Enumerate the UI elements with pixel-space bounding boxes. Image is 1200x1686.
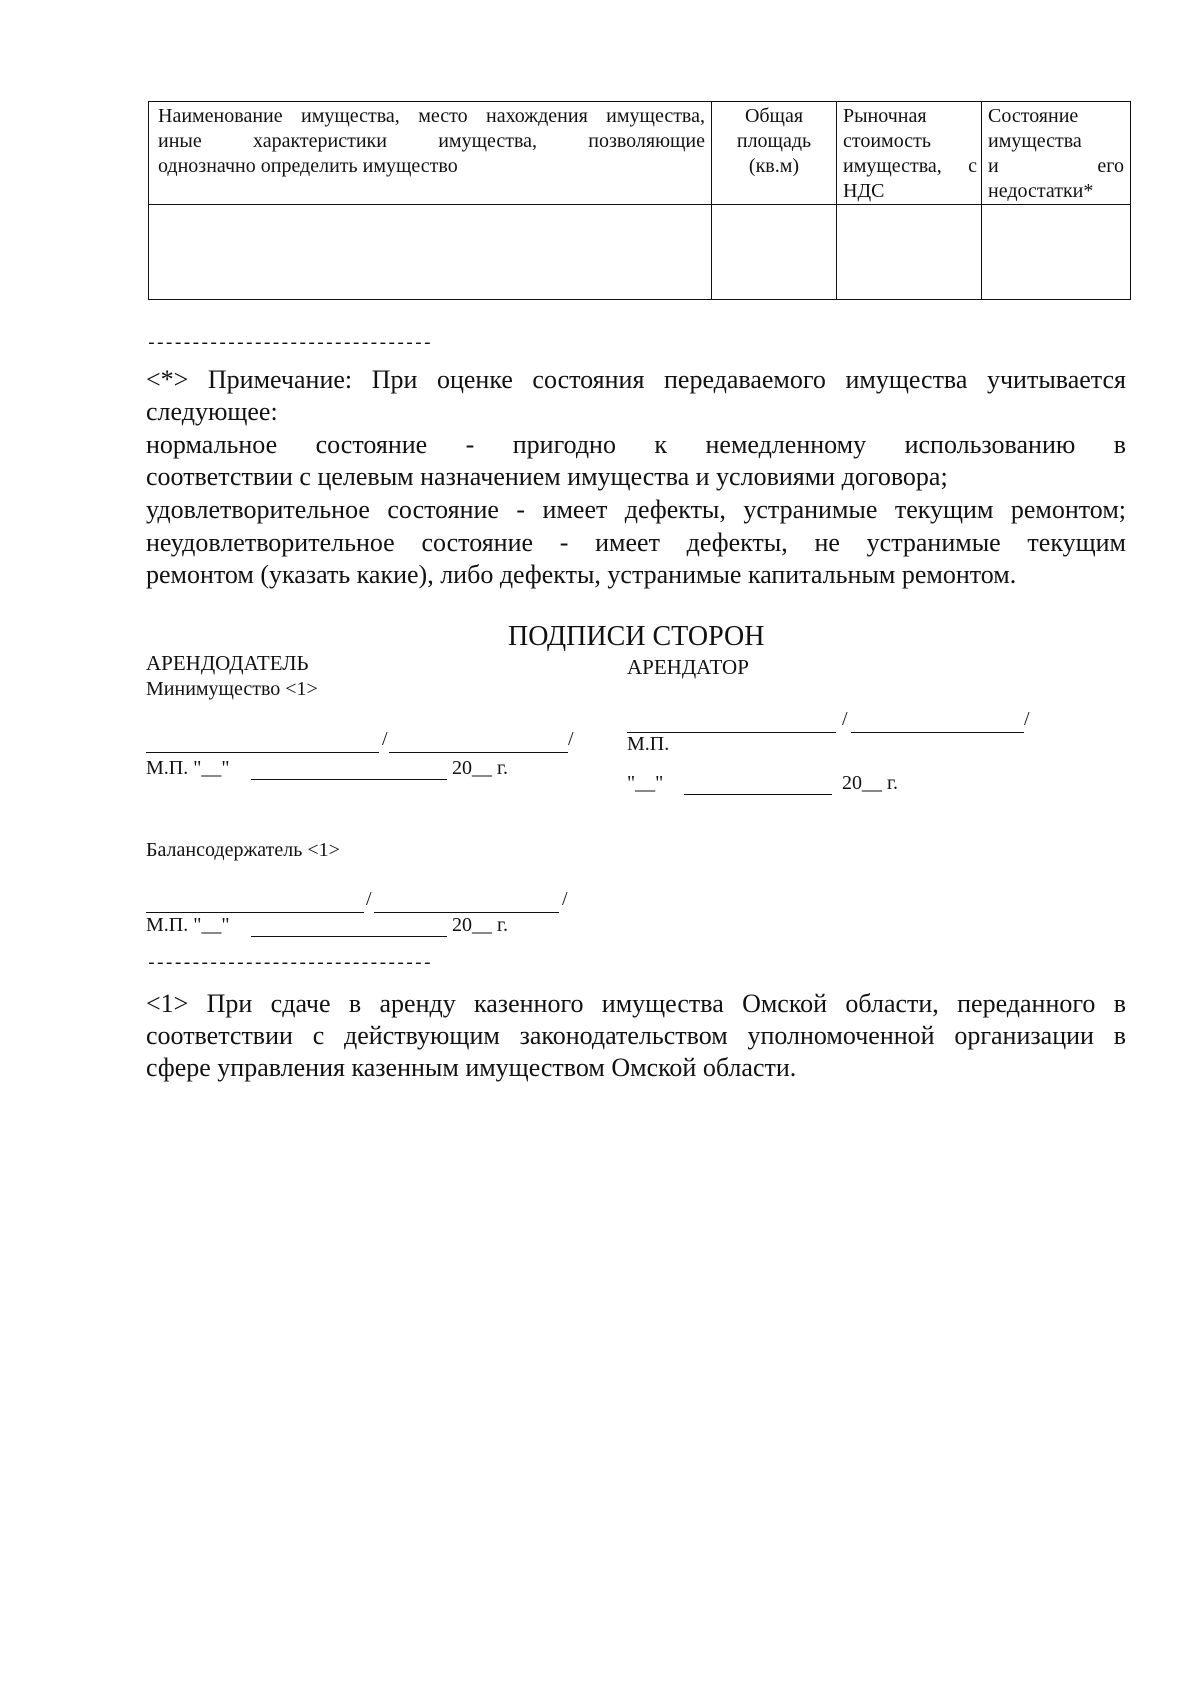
footnote-line: <1> При сдаче в аренду казенного имущества Омской области, переданного в (146, 989, 1126, 1018)
lessor-stamp-date: М.П. "__" (146, 757, 230, 779)
table-cell (712, 205, 837, 300)
lessee-date-quote: "__" (627, 772, 664, 794)
separator-line: -------------------------------- (146, 954, 431, 974)
slash: / (568, 728, 574, 750)
note-line: <*> Примечание: При оценке состояния передаваемого имущества учитывается (146, 365, 1126, 394)
year-label: 20__ г. (842, 772, 898, 794)
lessee-name-line (851, 732, 1024, 733)
table-header-row (149, 102, 1131, 205)
table-cell (837, 205, 982, 300)
slash: / (366, 888, 372, 910)
note-line: удовлетворительное состояние - имеет дефекты, устранимые текущим ремонтом; (146, 495, 1126, 524)
slash: / (1024, 708, 1030, 730)
note-line: следующее: (146, 397, 278, 426)
lessee-stamp: М.П. (627, 733, 670, 755)
lessor-signature-line (146, 752, 379, 753)
separator-line: -------------------------------- (146, 334, 431, 354)
year-label: 20__ г. (452, 757, 508, 779)
balance-holder-stamp-date: М.П. "__" (146, 914, 230, 936)
table-cell (982, 205, 1131, 300)
note-line: неудовлетворительное состояние - имеет дефекты, не устранимые текущим (146, 528, 1126, 557)
note-line: нормальное состояние - пригодно к немедленному использованию в (146, 430, 1126, 459)
balance-holder-signature-line (146, 912, 364, 913)
lessee-label: АРЕНДАТОР (627, 655, 749, 679)
footnote-line: сфере управления казенным имуществом Омской области. (146, 1053, 797, 1082)
date-line (684, 794, 832, 795)
property-table (148, 101, 1131, 300)
year-label: 20__ г. (452, 914, 508, 936)
date-line (251, 936, 447, 937)
table-row (149, 205, 1131, 300)
date-line (251, 779, 447, 780)
header-total-area: Общая площадь (кв.м) (712, 102, 837, 205)
signatures-title: ПОДПИСИ СТОРОН (508, 621, 765, 652)
header-condition: Состояние имущества и его недостатки* (982, 102, 1131, 205)
header-property-name: Наименование имущества, место нахождения имущества, иные характеристики имущества, позволяющие однозначно определить имущество (149, 102, 712, 205)
table-cell (149, 205, 712, 300)
lessor-org: Минимущество <1> (146, 678, 318, 700)
lessor-name-line (389, 752, 568, 753)
header-market-value: Рыночная стоимость имущества, с НДС (837, 102, 982, 205)
note-line: ремонтом (указать какие), либо дефекты, устранимые капитальным ремонтом. (146, 560, 1017, 589)
note-line: соответствии с целевым назначением имущества и условиями договора; (146, 462, 948, 491)
slash: / (382, 728, 388, 750)
lessor-label: АРЕНДОДАТЕЛЬ (146, 651, 309, 675)
footnote-line: соответствии с действующим законодательством уполномоченной организации в (146, 1021, 1126, 1050)
balance-holder-name-line (374, 912, 559, 913)
slash: / (562, 888, 568, 910)
balance-holder-label: Балансодержатель <1> (146, 839, 340, 861)
slash: / (842, 708, 848, 730)
